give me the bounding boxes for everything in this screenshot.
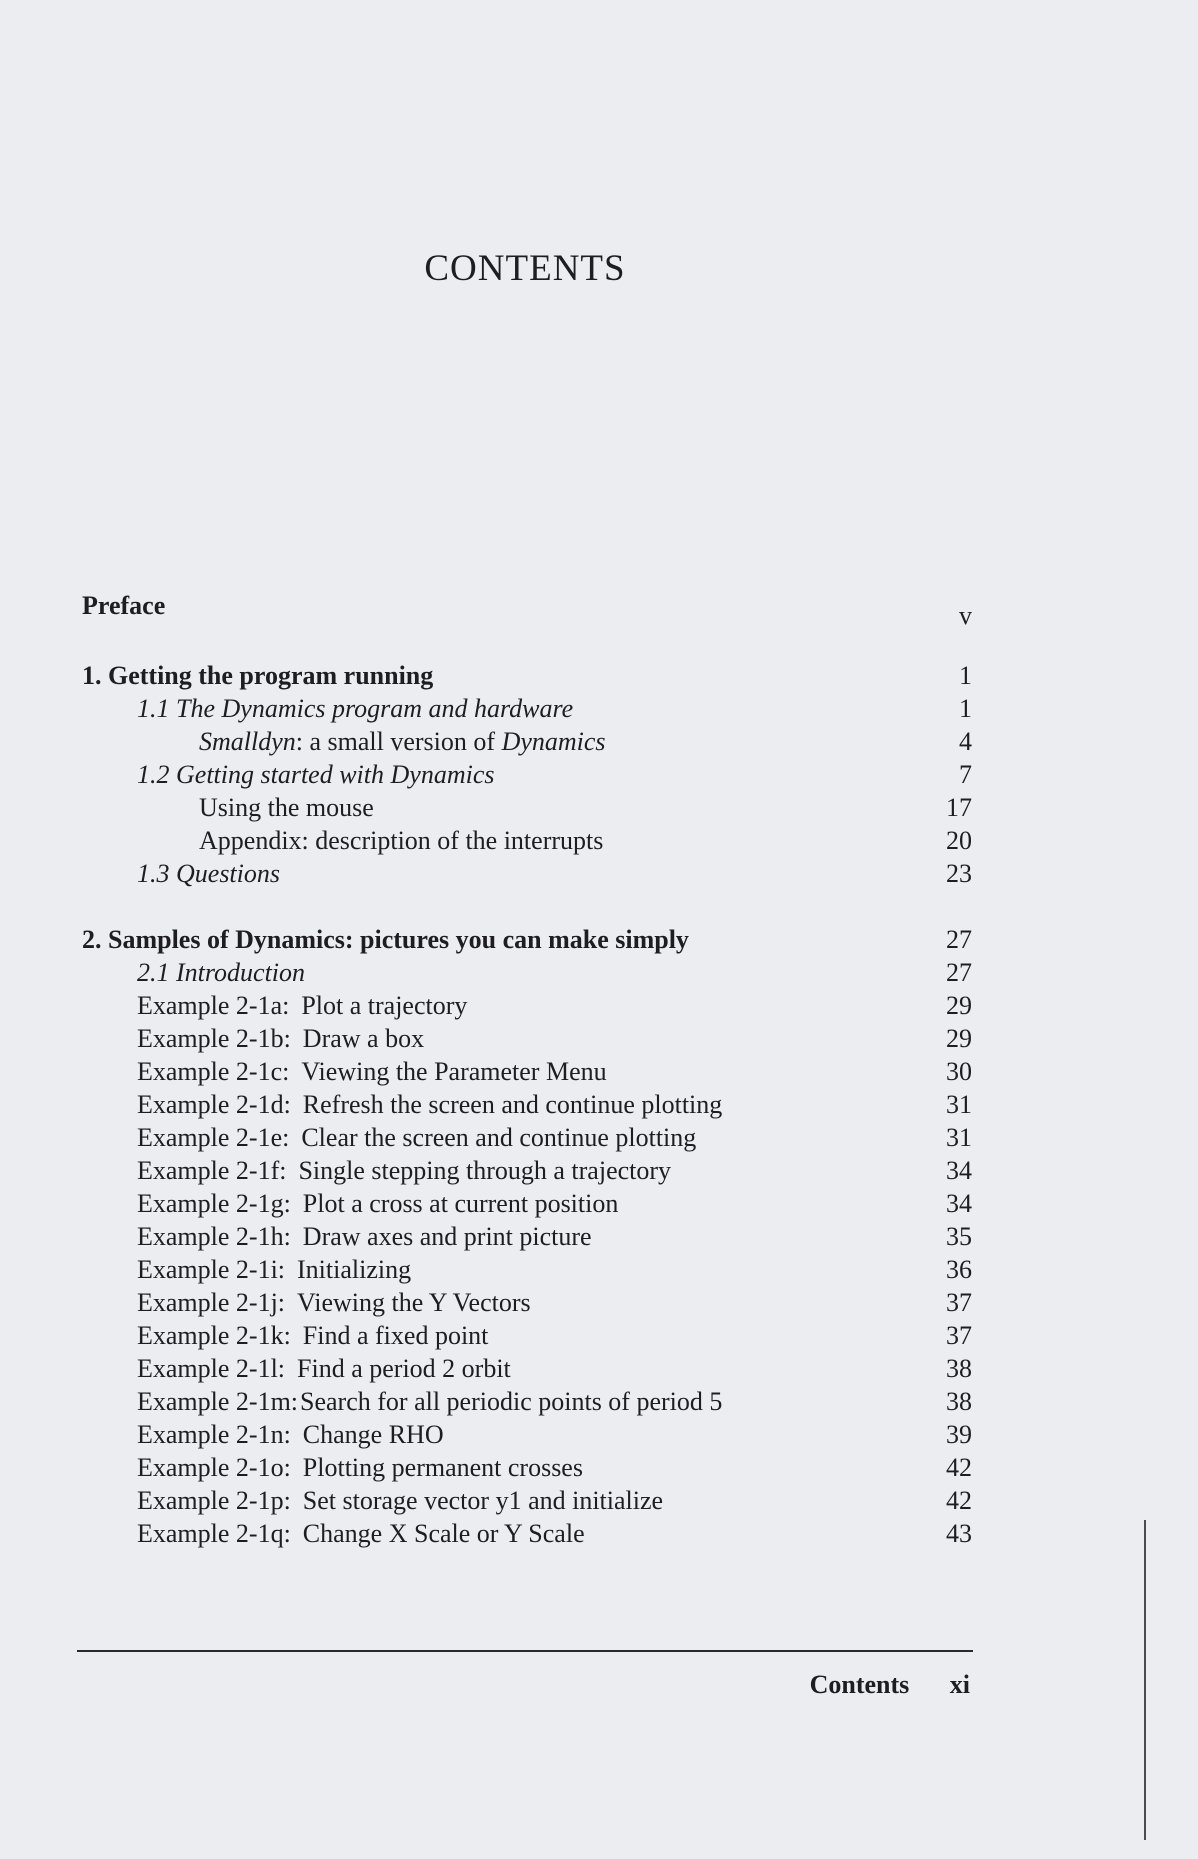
toc-page-number: 35	[946, 1222, 972, 1251]
spacer	[82, 890, 972, 923]
toc-example-entry	[82, 1088, 972, 1121]
toc-example-entry	[82, 1418, 972, 1451]
example-label: Example 2-1h:	[137, 1222, 291, 1251]
example-label: Example 2-1q:	[137, 1519, 291, 1548]
example-text: Search for all periodic points of period 5	[300, 1387, 723, 1416]
toc-subsection	[82, 791, 972, 824]
example-title	[137, 1154, 671, 1187]
toc-section	[82, 692, 972, 725]
example-label: Example 2-1a:	[137, 991, 290, 1020]
chapter-heading	[82, 923, 689, 956]
page-edge-line	[1144, 1520, 1146, 1840]
example-text: Draw a box	[302, 1024, 425, 1053]
example-title	[137, 1418, 444, 1451]
toc-page-number: 37	[946, 1288, 972, 1317]
page-number: xi	[949, 1670, 970, 1699]
subsection-title-text: : a small version of	[295, 727, 502, 756]
example-label: Example 2-1d:	[137, 1090, 291, 1119]
subsection-title: Using the mouse	[199, 793, 374, 822]
toc-example-entry	[82, 1352, 972, 1385]
section-heading	[137, 692, 573, 725]
example-text: Plot a cross at current position	[302, 1189, 619, 1218]
toc-example-entry	[82, 989, 972, 1022]
toc-page-number: 38	[946, 1387, 972, 1416]
toc-page-number: 23	[946, 859, 972, 888]
spacer	[82, 626, 972, 659]
chapter-number: 1.	[82, 661, 102, 690]
toc-page-number: 42	[946, 1486, 972, 1515]
page-title: CONTENTS	[424, 247, 626, 289]
subsection-title: Appendix: description of the interrupts	[199, 826, 604, 855]
toc-page-number: 34	[946, 1189, 972, 1218]
example-text: Single stepping through a trajectory	[298, 1156, 672, 1185]
example-title	[137, 989, 467, 1022]
example-title	[137, 1286, 531, 1319]
table-of-contents	[82, 593, 972, 1550]
toc-example-entry	[82, 1187, 972, 1220]
example-title	[137, 1088, 722, 1121]
toc-example-entry	[82, 1517, 972, 1550]
toc-page-number: v	[959, 601, 972, 630]
example-text: Find a period 2 orbit	[297, 1354, 511, 1383]
toc-page-number: 29	[946, 1024, 972, 1053]
toc-page-number: 20	[946, 826, 972, 855]
section-heading	[137, 956, 305, 989]
example-label: Example 2-1l:	[137, 1354, 286, 1383]
example-text: Change X Scale or Y Scale	[302, 1519, 585, 1548]
toc-subsection	[82, 824, 972, 857]
subsection-title-italic: Smalldyn	[199, 727, 296, 756]
toc-preface-label: Preface	[82, 591, 166, 620]
section-heading	[137, 857, 280, 890]
toc-example-entry	[82, 1220, 972, 1253]
example-text: Plot a trajectory	[301, 991, 468, 1020]
toc-page-number: 31	[946, 1090, 972, 1119]
toc-example-entry	[82, 1451, 972, 1484]
toc-example-entry	[82, 1121, 972, 1154]
chapter-heading	[82, 659, 433, 692]
toc-example-entry	[82, 1385, 972, 1418]
example-text: Refresh the screen and continue plotting	[302, 1090, 723, 1119]
toc-entry-preface	[82, 591, 972, 630]
example-text: Plotting permanent crosses	[302, 1453, 583, 1482]
example-title	[137, 1220, 592, 1253]
example-text: Set storage vector y1 and initialize	[302, 1486, 664, 1515]
example-title	[137, 1187, 618, 1220]
example-label: Example 2-1o:	[137, 1453, 291, 1482]
example-list	[82, 989, 972, 1550]
section-title: Questions	[176, 859, 280, 888]
toc-example-entry	[82, 1022, 972, 1055]
subsection-title	[199, 725, 606, 758]
example-text: Draw axes and print picture	[302, 1222, 592, 1251]
example-text: Viewing the Parameter Menu	[301, 1057, 607, 1086]
example-text: Viewing the Y Vectors	[297, 1288, 531, 1317]
section-heading	[137, 758, 494, 791]
section-number: 1.1	[137, 694, 170, 723]
section-title: The Dynamics program and hardware	[176, 694, 574, 723]
section-number: 1.2	[137, 760, 170, 789]
example-label: Example 2-1n:	[137, 1420, 291, 1449]
toc-page-number: 17	[946, 793, 972, 822]
example-title	[137, 1385, 722, 1418]
subsection-title-italic: Dynamics	[501, 727, 606, 756]
example-title	[137, 1517, 585, 1550]
example-label: Example 2-1e:	[137, 1123, 290, 1152]
footer-rule	[77, 1650, 973, 1652]
toc-chapter-1	[82, 659, 972, 692]
example-text: Change RHO	[302, 1420, 444, 1449]
example-label: Example 2-1i:	[137, 1255, 286, 1284]
example-title	[137, 1121, 696, 1154]
toc-page-number: 37	[946, 1321, 972, 1350]
page-footer	[810, 1670, 970, 1700]
example-title	[137, 1484, 663, 1517]
toc-example-entry	[82, 1055, 972, 1088]
toc-page-number: 4	[959, 727, 972, 756]
toc-page-number: 27	[946, 958, 972, 987]
toc-page-number: 27	[946, 925, 972, 954]
chapter-number: 2.	[82, 925, 102, 954]
toc-page-number: 1	[959, 661, 972, 690]
section-title: Introduction	[176, 958, 306, 987]
example-label: Example 2-1c:	[137, 1057, 290, 1086]
example-label: Example 2-1j:	[137, 1288, 286, 1317]
toc-example-entry	[82, 1319, 972, 1352]
example-title	[137, 1022, 424, 1055]
toc-page-number: 43	[946, 1519, 972, 1548]
toc-page-number: 31	[946, 1123, 972, 1152]
toc-page-number: 1	[959, 694, 972, 723]
example-title	[137, 1451, 583, 1484]
toc-section	[82, 857, 972, 890]
toc-example-entry	[82, 1286, 972, 1319]
toc-subsection	[82, 725, 972, 758]
example-label: Example 2-1m:	[137, 1387, 299, 1416]
example-label: Example 2-1f:	[137, 1156, 287, 1185]
toc-page-number: 7	[959, 760, 972, 789]
toc-page-number: 30	[946, 1057, 972, 1086]
toc-page-number: 34	[946, 1156, 972, 1185]
example-title	[137, 1319, 488, 1352]
example-title	[137, 1352, 511, 1385]
toc-example-entry	[82, 1154, 972, 1187]
example-text: Clear the screen and continue plotting	[301, 1123, 697, 1152]
section-title: Getting started with Dynamics	[176, 760, 495, 789]
toc-page-number: 36	[946, 1255, 972, 1284]
toc-example-entry	[82, 1484, 972, 1517]
running-footer-label: Contents	[809, 1670, 910, 1699]
example-title	[137, 1055, 607, 1088]
example-label: Example 2-1b:	[137, 1024, 291, 1053]
toc-section	[82, 758, 972, 791]
toc-page-number: 29	[946, 991, 972, 1020]
toc-page-number: 42	[946, 1453, 972, 1482]
chapter-title: Samples of Dynamics: pictures you can make simply	[108, 925, 689, 954]
chapter-title: Getting the program running	[108, 661, 434, 690]
example-label: Example 2-1k:	[137, 1321, 291, 1350]
example-text: Find a fixed point	[302, 1321, 489, 1350]
toc-page-number: 38	[946, 1354, 972, 1383]
toc-page-number: 39	[946, 1420, 972, 1449]
section-number: 2.1	[137, 958, 170, 987]
example-label: Example 2-1g:	[137, 1189, 291, 1218]
toc-example-entry	[82, 1253, 972, 1286]
section-number: 1.3	[137, 859, 170, 888]
example-text: Initializing	[297, 1255, 412, 1284]
example-title	[137, 1253, 411, 1286]
example-label: Example 2-1p:	[137, 1486, 291, 1515]
toc-chapter-2	[82, 923, 972, 956]
toc-section	[82, 956, 972, 989]
